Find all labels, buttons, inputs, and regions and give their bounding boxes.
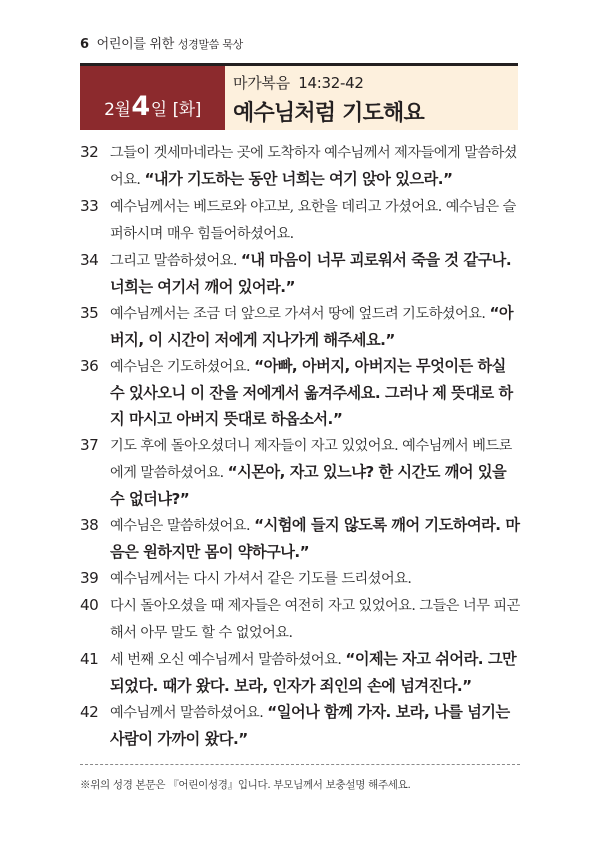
- verse-number: 37: [80, 436, 99, 454]
- verse-37: [80, 432, 520, 512]
- verse-narration: 예수님은 기도하셨어요.: [110, 359, 255, 375]
- verse-number: 38: [80, 516, 99, 534]
- verse-number: 36: [80, 357, 99, 375]
- date-weekday: [화]: [172, 100, 201, 120]
- verse-speech: “아빠, 아버지, 아버지는 무엇이든 하실 수 있사오니 이 잔을 저에게서 옮겨주세요. 그러나 제 뜻대로 하지 마시고 아버지 뜻대로 하옵소서.”: [110, 357, 513, 428]
- footnote: ※위의 성경 본문은 『어린이성경』입니다. 부모님께서 보충설명 해주세요.: [80, 779, 411, 791]
- verse-38: [80, 512, 520, 565]
- running-header: [80, 33, 243, 52]
- verse-40: [80, 592, 520, 646]
- verse-narration: 예수님께서는 조금 더 앞으로 가셔서 땅에 엎드려 기도하셨어요.: [110, 306, 490, 322]
- verse-list: [80, 139, 520, 752]
- verse-number: 39: [80, 569, 99, 587]
- verse-number: 41: [80, 650, 99, 668]
- verse-speech: “내가 기도하는 동안 너희는 여기 앉아 있으라.”: [144, 170, 453, 188]
- page-number: 6: [80, 37, 89, 52]
- verse-34: [80, 247, 520, 300]
- verse-speech: “이제는 자고 쉬어라. 그만되었다. 때가 왔다. 보라, 인자가 죄인의 손에 넘겨진다.”: [110, 650, 517, 695]
- verse-narration: 다시 돌아오셨을 때 제자들은 여전히 자고 있었어요. 그들은 너무 피곤해서 아무 말도 할 수 없었어요.: [110, 598, 520, 641]
- verse-narration: 예수님께서 말씀하셨어요.: [110, 705, 268, 721]
- verse-36: [80, 353, 520, 432]
- date-banner: [80, 63, 518, 130]
- date-block: [80, 66, 225, 130]
- footnote-divider: [80, 764, 520, 765]
- series-subtitle: 성경말씀 묵상: [177, 38, 243, 51]
- passage-title: 예수님처럼 기도해요: [233, 101, 424, 126]
- verse-narration: 기도 후에 돌아오셨더니 제자들이 자고 있었어요. 예수님께서 베드로에게 말씀하셨어요.: [110, 438, 512, 481]
- series-title: 어린이를 위한: [96, 37, 174, 52]
- verse-number: 33: [80, 197, 99, 215]
- scripture-reference: [233, 72, 518, 93]
- verse-narration: 그리고 말씀하셨어요.: [110, 253, 241, 269]
- verse-41: [80, 646, 520, 699]
- scripture-book: 마가복음: [233, 74, 290, 92]
- verse-speech: “시험에 들지 않도록 깨어 기도하여라. 마음은 원하지만 몸이 약하구나.”: [110, 516, 520, 561]
- verse-number: 40: [80, 596, 99, 614]
- scripture-range: 14:32-42: [298, 74, 364, 92]
- verse-speech: “시몬아, 자고 있느냐? 한 시간도 깨어 있을 수 없더냐?”: [110, 463, 507, 508]
- verse-number: 42: [80, 703, 99, 721]
- verse-speech: “아버지, 이 시간이 저에게 지나가게 해주세요.”: [110, 304, 514, 349]
- verse-33: [80, 193, 520, 247]
- verse-32: [80, 139, 520, 193]
- verse-39: [80, 565, 520, 592]
- date-day: 4: [131, 91, 150, 122]
- date-month: 2월: [104, 100, 131, 120]
- verse-speech: “내 마음이 너무 괴로워서 죽을 것 같구나. 너희는 여기서 깨어 있어라.”: [110, 251, 512, 296]
- verse-narration: 그들이 겟세마네라는 곳에 도착하자 예수님께서 제자들에게 말씀하셨어요.: [110, 145, 518, 188]
- verse-number: 35: [80, 304, 99, 322]
- verse-narration: 세 번째 오신 예수님께서 말씀하셨어요.: [110, 652, 346, 668]
- verse-number: 32: [80, 143, 99, 161]
- verse-narration: 예수님은 말씀하셨어요.: [110, 518, 255, 534]
- verse-35: [80, 300, 520, 353]
- verse-number: 34: [80, 251, 99, 269]
- title-block: [225, 66, 518, 130]
- verse-narration: 예수님께서는 다시 가셔서 같은 기도를 드리셨어요.: [110, 571, 412, 587]
- verse-42: [80, 699, 520, 752]
- verse-speech: “일어나 함께 가자. 보라, 나를 넘기는 사람이 가까이 왔다.”: [110, 703, 510, 748]
- verse-narration: 예수님께서는 베드로와 야고보, 요한을 데리고 가셨어요. 예수님은 슬퍼하시며 매우 힘들어하셨어요.: [110, 199, 516, 242]
- date-day-suffix: 일: [150, 100, 167, 120]
